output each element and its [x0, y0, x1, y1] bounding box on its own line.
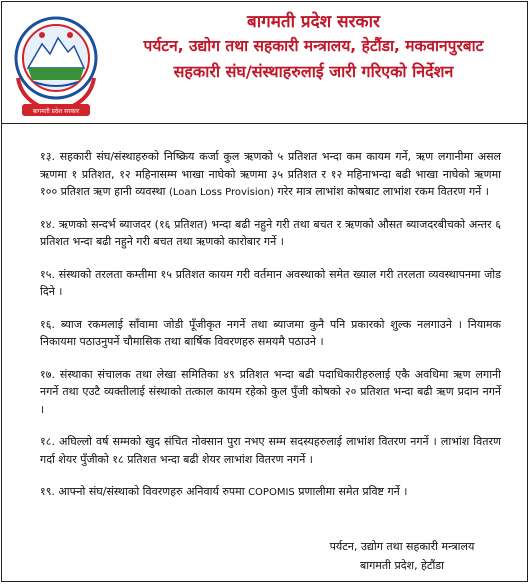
- emblem-text: बागमती प्रदेश सरकार: [32, 108, 80, 115]
- directive-18: १८. अघिल्लो वर्ष सम्मको खुद संचित नोक्सान पुरा नभए सम्म सदस्यहरुलाई लाभांश वितरण नगर्ने । लाभांश वितरण गर्दा शेयर पुँजीको १८ प्रतिशत भन्दा बढी शेयर लाभांश वितरण नगर्ने ।: [40, 435, 501, 466]
- directive-17: १७. संस्थाका संचालक तथा लेखा समितिका ४९ प्रतिशत भन्दा बढी पदाधिकारीहरुलाई एकै अवधिमा ऋण लगानी नगर्ने तथा एउटै व्यक्तीलाई संस्थाको तत्काल कायम रहेको कुल पुँजी कोषको २० प्रतिशत भन्दा बढी ऋण प्रदान नगर्ने ।: [40, 367, 501, 416]
- directive-15: १५. संस्थाको तरलता कम्तीमा १५ प्रतिशत कायम गरी वर्तमान अवस्थाको समेत ख्याल गरी तरलता व्यवस्थापनमा जोड दिने ।: [40, 267, 501, 298]
- signature-location: बागमती प्रदेश, हेटौंडा: [359, 559, 445, 572]
- directive-19: १९. आफ्नो संघ/संस्थाको विवरणहरु अनिवार्य रुपमा COPOMIS प्रणालीमा समेत प्रविष्ट गर्ने ।: [40, 485, 408, 498]
- letterhead: [2, 2, 527, 122]
- signature-block: [302, 537, 502, 575]
- directive-14: १४. ऋणको सन्दर्भ ब्याजदर (१६ प्रतिशत) भन्दा बढी नहुने गरी तथा बचत र ऋणको औसत ब्याजदरबीचको अन्तर ६ प्रतिशत भन्दा बढी नहुने गरी बचत तथा ऋणको कारोबार गर्ने ।: [40, 217, 501, 248]
- directive-16: १६. ब्याज रकमलाई साँवामा जोडी पूँजीकृत नगर्ने तथा ब्याजमा कुनै पनि प्रकारको शुल्क नलगाउने । नियामक निकायमा पठाउनुपर्ने चौमासिक तथा बार्षिक विवरणहरु समयमै पठाउने ।: [40, 317, 501, 348]
- letterhead-titles: [106, 10, 521, 84]
- government-name: बागमती प्रदेश सरकार: [247, 12, 380, 32]
- notice-title: सहकारी संघ/संस्थाहरुलाई जारी गरिएको निर्देशन: [173, 62, 454, 81]
- government-emblem-icon: [12, 8, 100, 120]
- signature-ministry: पर्यटन, उद्योग तथा सहकारी मन्त्रालय: [329, 540, 475, 553]
- notice-page: [1, 1, 528, 582]
- ministry-name: पर्यटन, उद्योग तथा सहकारी मन्त्रालय, हेटौंडा, मकवानपुरबाट: [143, 37, 484, 55]
- directives-list: [40, 148, 501, 516]
- header-divider: [2, 123, 527, 124]
- directive-13: १३. सहकारी संघ/संस्थाहरुको निष्क्रिय कर्जा कुल ऋणको ५ प्रतिशत भन्दा कम कायम गर्ने, ऋण लगानीमा असल ऋणमा १ प्रतिशत, १२ महिनासम्म भाखा नाघेको ऋणमा ३५ प्रतिशत र १२ महिनाभन्दा बढी भाखा नाघेको ऋणमा १०० प्रतिशत ऋण हानी व्यवस्था (Loan Loss Provision) गरेर मात्र लाभांश कोषबाट लाभांश रकम वितरण गर्ने ।: [40, 150, 501, 198]
